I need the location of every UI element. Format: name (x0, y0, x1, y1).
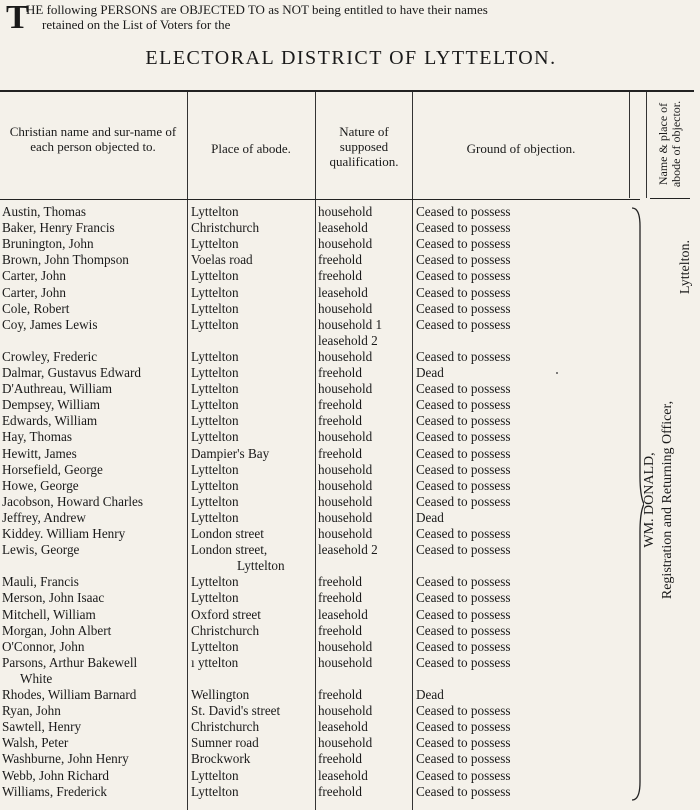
cell-ground: Ceased to possess (416, 526, 511, 541)
cell-name: Edwards, William (2, 413, 98, 429)
objector-place: Lyttelton. (678, 240, 693, 295)
cell-nature: freehold (318, 622, 362, 638)
cell-place: Lyttelton (191, 638, 239, 654)
cell-nature: household (318, 381, 373, 397)
cell-ground: Ceased to possess (416, 606, 511, 622)
cell-name: D'Authreau, William (2, 381, 113, 397)
cell-nature: household (318, 735, 373, 751)
cell-ground: Dead (416, 365, 444, 380)
intro-line-1: HE following PERSONS are OBJECTED TO as NOT being entitled to have their names (26, 2, 488, 17)
cell-nature: freehold (318, 445, 362, 461)
cell-place: Sumner road (191, 735, 259, 751)
cell-nature: household (318, 429, 373, 445)
cell-nature: freehold (318, 590, 362, 606)
cell-nature: household (318, 526, 373, 541)
cell-name-cont: White (20, 670, 53, 686)
district-title: ELECTORAL DISTRICT OF LYTTELTON. (145, 47, 557, 69)
cell-name: Merson, John Isaac (2, 590, 105, 606)
cell-ground: Ceased to possess (416, 461, 511, 477)
cell-place: Wellington (191, 687, 250, 702)
cell-name: Baker, Henry Francis (2, 220, 115, 236)
cell-name: Mitchell, William (2, 606, 96, 622)
cell-place: Lyttelton (191, 236, 239, 252)
cell-place: Lyttelton (191, 493, 239, 509)
cell-name: Webb, John Richard (2, 767, 109, 783)
cell-ground: Ceased to possess (416, 236, 511, 252)
cell-place: Voelas road (191, 252, 253, 268)
cell-nature: freehold (318, 268, 362, 284)
cell-name: Carter, John (2, 284, 66, 300)
cell-nature: leasehold (318, 284, 368, 300)
cell-nature: leasehold (318, 220, 368, 236)
cell-name: Carter, John (2, 268, 66, 284)
cell-ground: Ceased to possess (416, 284, 511, 300)
objection-notice (4, 0, 698, 69)
header-nature: Nature of supposed qualification. (329, 124, 399, 169)
cell-place: Lyttelton (191, 316, 239, 332)
cell-name: Horsefield, George (2, 461, 103, 477)
cell-name: Jacobson, Howard Charles (2, 493, 143, 509)
cell-name: Washburne, John Henry (2, 751, 129, 767)
cell-ground: Ceased to possess (416, 316, 511, 332)
cell-name: Walsh, Peter (2, 735, 69, 751)
cell-name: Williams, Frederick (2, 783, 107, 799)
cell-name: Mauli, Francis (2, 574, 79, 590)
cell-ground: Ceased to possess (416, 493, 511, 509)
cell-ground: Ceased to possess (416, 268, 511, 284)
cell-place: Lyttelton (191, 429, 239, 445)
objector-title: Registration and Returning Officer, (660, 400, 675, 600)
cell-name: Ryan, John (2, 703, 61, 719)
cell-nature: leasehold (318, 719, 368, 735)
cell-ground: Ceased to possess (416, 703, 511, 719)
cell-name: Howe, George (2, 477, 79, 493)
cell-ground: Ceased to possess (416, 719, 511, 735)
speck (556, 372, 558, 374)
cell-name: Hewitt, James (2, 445, 77, 461)
header-objector (646, 94, 694, 194)
cell-ground: Ceased to possess (416, 783, 511, 799)
cell-name: Kiddey. William Henry (2, 526, 126, 541)
cell-nature: freehold (318, 574, 362, 590)
header-rule (0, 199, 640, 200)
cell-place: Lyttelton (191, 348, 239, 364)
cell-nature: household (318, 509, 373, 525)
notice-intro (4, 2, 698, 34)
cell-nature: household (318, 300, 373, 316)
cell-name: Austin, Thomas (2, 204, 87, 219)
cell-nature: leasehold (318, 606, 368, 622)
cell-name: Lewis, George (2, 542, 80, 558)
cell-place: ı yttelton (191, 654, 239, 670)
cell-ground: Ceased to possess (416, 381, 511, 397)
cell-nature: household (318, 236, 373, 252)
cell-nature: freehold (318, 413, 362, 429)
cell-nature: freehold (318, 252, 362, 268)
cell-name: Sawtell, Henry (2, 719, 82, 735)
cell-place-cont: Lyttelton (237, 558, 285, 574)
cell-nature: household (318, 348, 373, 364)
cell-nature: freehold (318, 751, 362, 767)
cell-place: Lyttelton (191, 574, 239, 590)
cell-place: Lyttelton (191, 381, 239, 397)
cell-place: Brockwork (191, 751, 251, 767)
cell-nature: household (318, 654, 373, 670)
cell-ground: Ceased to possess (416, 542, 511, 558)
cell-place: London street, (191, 542, 268, 558)
cell-place: Lyttelton (191, 509, 239, 525)
cell-ground: Ceased to possess (416, 220, 511, 236)
cell-place: Lyttelton (191, 284, 239, 300)
cell-nature: freehold (318, 397, 362, 413)
cell-nature: household 1 (318, 316, 383, 332)
cell-place: Lyttelton (191, 767, 239, 783)
cell-ground: Ceased to possess (416, 574, 511, 590)
intro-line-2: retained on the List of Voters for the (42, 17, 231, 32)
cell-place: Dampier's Bay (191, 445, 270, 461)
cell-place: Christchurch (191, 220, 260, 236)
cell-place: Christchurch (191, 622, 260, 638)
column-divider (629, 92, 630, 198)
table-top-rule (0, 90, 694, 92)
cell-ground: Ceased to possess (416, 204, 511, 219)
cell-ground: Ceased to possess (416, 751, 511, 767)
cell-place: Lyttelton (191, 268, 239, 284)
cell-name: Parsons, Arthur Bakewell (2, 654, 138, 670)
objector-signature (640, 210, 696, 790)
cell-nature-cont: leasehold 2 (318, 332, 378, 348)
cell-ground: Ceased to possess (416, 590, 511, 606)
cell-ground: Ceased to possess (416, 445, 511, 461)
cell-ground: Ceased to possess (416, 348, 511, 364)
cell-place: Lyttelton (191, 590, 239, 606)
cell-name: Cole, Robert (2, 300, 70, 316)
cell-place: Lyttelton (191, 300, 239, 316)
cell-nature: freehold (318, 783, 362, 799)
cell-nature: freehold (318, 365, 362, 380)
cell-nature: household (318, 493, 373, 509)
cell-name: Dempsey, William (2, 397, 100, 413)
cell-place: Lyttelton (191, 413, 239, 429)
objector-name: WM. DONALD, (642, 452, 657, 548)
cell-place: Lyttelton (191, 477, 239, 493)
cell-name: Morgan, John Albert (2, 622, 112, 638)
cell-nature: freehold (318, 687, 362, 702)
cell-name: Crowley, Frederic (2, 348, 98, 364)
cell-place: Lyttelton (191, 204, 239, 219)
cell-name: Brown, John Thompson (2, 252, 129, 268)
cell-place: St. David's street (191, 703, 281, 719)
header-place: Place of abode. (211, 141, 291, 156)
cell-place: Oxford street (191, 606, 261, 622)
cell-place: London street (191, 526, 264, 541)
cell-name: Jeffrey, Andrew (2, 509, 86, 525)
cell-ground: Ceased to possess (416, 622, 511, 638)
cell-ground: Ceased to possess (416, 429, 511, 445)
cell-place: Lyttelton (191, 365, 239, 380)
cell-place: Lyttelton (191, 783, 239, 799)
cell-ground: Ceased to possess (416, 735, 511, 751)
cell-ground: Ceased to possess (416, 638, 511, 654)
cell-place: Lyttelton (191, 461, 239, 477)
cell-name: Rhodes, William Barnard (2, 687, 137, 702)
cell-ground: Ceased to possess (416, 300, 511, 316)
drop-cap: T (6, 0, 29, 36)
cell-place: Christchurch (191, 719, 260, 735)
cell-name: Brunington, John (2, 236, 94, 252)
cell-nature: household (318, 461, 373, 477)
cell-nature: household (318, 703, 373, 719)
cell-ground: Dead (416, 687, 444, 702)
cell-nature: leasehold 2 (318, 542, 378, 558)
cell-place: Lyttelton (191, 397, 239, 413)
cell-ground: Ceased to possess (416, 767, 511, 783)
objector-rule (650, 198, 690, 199)
cell-ground: Ceased to possess (416, 477, 511, 493)
cell-ground: Dead (416, 509, 444, 525)
cell-ground: Ceased to possess (416, 397, 511, 413)
cell-name: Hay, Thomas (2, 429, 72, 445)
cell-ground: Ceased to possess (416, 654, 511, 670)
header-name: Christian name and sur-name of each person objected to. (9, 124, 177, 154)
cell-name: Coy, James Lewis (2, 316, 98, 332)
header-objector-text: Name & place of abode of objector. (656, 100, 683, 188)
cell-name: O'Connor, John (2, 638, 85, 654)
cell-nature: household (318, 638, 373, 654)
cell-nature: leasehold (318, 767, 368, 783)
cell-ground: Ceased to possess (416, 252, 511, 268)
cell-ground: Ceased to possess (416, 413, 511, 429)
header-ground: Ground of objection. (466, 141, 576, 156)
cell-nature: household (318, 204, 373, 219)
cell-nature: household (318, 477, 373, 493)
cell-name: Dalmar, Gustavus Edward (2, 365, 142, 380)
